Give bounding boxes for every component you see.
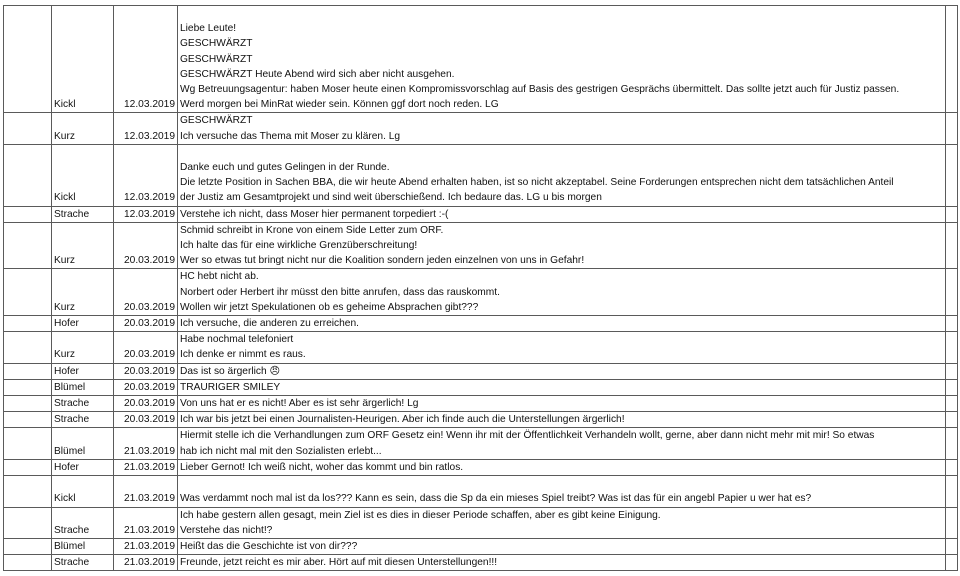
table-row: [4, 412, 958, 428]
empty-cell: [4, 428, 52, 459]
sender-cell: Kickl: [52, 144, 114, 206]
sender-cell: Strache: [52, 206, 114, 222]
date-cell: 20.03.2019: [114, 222, 178, 269]
empty-cell: [4, 316, 52, 332]
date-cell: 21.03.2019: [114, 555, 178, 571]
date-cell: 12.03.2019: [114, 206, 178, 222]
table-row: [4, 206, 958, 222]
date-cell: 20.03.2019: [114, 316, 178, 332]
message-cell: TRAURIGER SMILEY: [178, 379, 946, 395]
date-cell: 20.03.2019: [114, 412, 178, 428]
table-row: [4, 379, 958, 395]
date-cell: 20.03.2019: [114, 332, 178, 363]
sender-cell: Kurz: [52, 222, 114, 269]
message-cell: Was verdammt noch mal ist da los??? Kann es sein, dass die Sp da ein mieses Spiel treibt? Was ist das für ein angebl Papier u wer hat es?: [178, 476, 946, 507]
empty-cell: [4, 269, 52, 316]
table-row: [4, 269, 958, 316]
sender-cell: Hofer: [52, 459, 114, 475]
table-row: [4, 222, 958, 269]
message-cell: Ich habe gestern allen gesagt, mein Ziel ist es dies in dieser Periode schaffen, aber es gibt keine Einigung. Verstehe das nicht!?: [178, 507, 946, 538]
message-cell: GESCHWÄRZT Ich versuche das Thema mit Moser zu klären. Lg: [178, 113, 946, 144]
empty-cell: [4, 6, 52, 113]
date-cell: 12.03.2019: [114, 6, 178, 113]
date-cell: 21.03.2019: [114, 507, 178, 538]
sender-cell: Hofer: [52, 363, 114, 379]
empty-cell: [946, 222, 958, 269]
message-cell: Danke euch und gutes Gelingen in der Runde. Die letzte Position in Sachen BBA, die wir heute Abend erhalten haben, ist so nicht akzeptabel. Seine Forderungen entsprechen nicht dem tatsächlichen Anteil der Justiz am Gesamtprojekt und sind weit überschießend. Ich bedaure das. LG u bis morgen: [178, 144, 946, 206]
empty-cell: [946, 459, 958, 475]
empty-cell: [4, 363, 52, 379]
table-row: [4, 428, 958, 459]
sender-cell: Hofer: [52, 316, 114, 332]
chat-log-table: [3, 5, 958, 571]
sender-cell: Strache: [52, 396, 114, 412]
message-cell: Hiermit stelle ich die Verhandlungen zum ORF Gesetz ein! Wenn ihr mit der Öffentlichkeit Verhandeln wollt, gerne, aber dann nicht mehr mit mir! So etwas hab ich nicht mal mit den Sozialisten erlebt...: [178, 428, 946, 459]
empty-cell: [4, 113, 52, 144]
table-row: [4, 396, 958, 412]
message-cell: Von uns hat er es nicht! Aber es ist sehr ärgerlich! Lg: [178, 396, 946, 412]
empty-cell: [4, 222, 52, 269]
empty-cell: [4, 555, 52, 571]
sender-cell: Kickl: [52, 476, 114, 507]
date-cell: 12.03.2019: [114, 144, 178, 206]
sender-cell: Blümel: [52, 428, 114, 459]
empty-cell: [946, 332, 958, 363]
sender-cell: Blümel: [52, 538, 114, 554]
empty-cell: [946, 113, 958, 144]
message-cell: Schmid schreibt in Krone von einem Side Letter zum ORF. Ich halte das für eine wirkliche Grenzüberschreitung! Wer so etwas tut bringt nicht nur die Koalition sondern jeden einzelnen von uns in Gefahr!: [178, 222, 946, 269]
date-cell: 20.03.2019: [114, 363, 178, 379]
message-cell: Ich versuche, die anderen zu erreichen.: [178, 316, 946, 332]
date-cell: 12.03.2019: [114, 113, 178, 144]
sender-cell: Kickl: [52, 6, 114, 113]
empty-cell: [946, 428, 958, 459]
message-cell: Ich war bis jetzt bei einen Journalisten-Heurigen. Aber ich finde auch die Unterstellungen ärgerlich!: [178, 412, 946, 428]
date-cell: 21.03.2019: [114, 538, 178, 554]
empty-cell: [4, 396, 52, 412]
empty-cell: [4, 332, 52, 363]
empty-cell: [946, 507, 958, 538]
sender-cell: Blümel: [52, 379, 114, 395]
sender-cell: Kurz: [52, 269, 114, 316]
empty-cell: [4, 206, 52, 222]
chat-log-body: [4, 6, 958, 571]
empty-cell: [4, 538, 52, 554]
empty-cell: [4, 379, 52, 395]
date-cell: 21.03.2019: [114, 476, 178, 507]
sender-cell: Strache: [52, 555, 114, 571]
message-cell: Das ist so ärgerlich 😠: [178, 363, 946, 379]
sender-cell: Kurz: [52, 113, 114, 144]
empty-cell: [946, 476, 958, 507]
empty-cell: [946, 396, 958, 412]
message-cell: HC hebt nicht ab. Norbert oder Herbert ihr müsst den bitte anrufen, dass das rauskommt. Wollen wir jetzt Spekulationen ob es geheime Absprachen gibt???: [178, 269, 946, 316]
table-row: [4, 476, 958, 507]
table-row: [4, 459, 958, 475]
sender-cell: Strache: [52, 412, 114, 428]
table-row: [4, 538, 958, 554]
empty-cell: [946, 269, 958, 316]
message-cell: Liebe Leute! GESCHWÄRZT GESCHWÄRZT GESCHWÄRZT Heute Abend wird sich aber nicht ausgehen. Wg Betreuungsagentur: haben Moser heute einen Kompromissvorschlag auf Basis des gestrigen Gesprächs übermittelt. Das sollte jetzt auch für Justiz passen. Werd morgen bei MinRat wieder sein. Können ggf dort noch reden. LG: [178, 6, 946, 113]
table-row: [4, 6, 958, 113]
table-row: [4, 507, 958, 538]
empty-cell: [946, 538, 958, 554]
message-cell: Habe nochmal telefoniert Ich denke er nimmt es raus.: [178, 332, 946, 363]
empty-cell: [946, 412, 958, 428]
sender-cell: Strache: [52, 507, 114, 538]
message-cell: Heißt das die Geschichte ist von dir???: [178, 538, 946, 554]
table-row: [4, 332, 958, 363]
empty-cell: [946, 555, 958, 571]
empty-cell: [4, 476, 52, 507]
table-row: [4, 363, 958, 379]
empty-cell: [946, 379, 958, 395]
table-row: [4, 555, 958, 571]
empty-cell: [946, 316, 958, 332]
table-row: [4, 144, 958, 206]
empty-cell: [946, 6, 958, 113]
empty-cell: [946, 144, 958, 206]
empty-cell: [4, 507, 52, 538]
empty-cell: [946, 206, 958, 222]
date-cell: 21.03.2019: [114, 428, 178, 459]
table-row: [4, 316, 958, 332]
date-cell: 20.03.2019: [114, 379, 178, 395]
empty-cell: [4, 459, 52, 475]
sender-cell: Kurz: [52, 332, 114, 363]
table-row: [4, 113, 958, 144]
message-cell: Lieber Gernot! Ich weiß nicht, woher das kommt und bin ratlos.: [178, 459, 946, 475]
empty-cell: [4, 412, 52, 428]
empty-cell: [946, 363, 958, 379]
date-cell: 20.03.2019: [114, 269, 178, 316]
message-cell: Freunde, jetzt reicht es mir aber. Hört auf mit diesen Unterstellungen!!!: [178, 555, 946, 571]
message-cell: Verstehe ich nicht, dass Moser hier permanent torpediert :-(: [178, 206, 946, 222]
date-cell: 20.03.2019: [114, 396, 178, 412]
empty-cell: [4, 144, 52, 206]
date-cell: 21.03.2019: [114, 459, 178, 475]
